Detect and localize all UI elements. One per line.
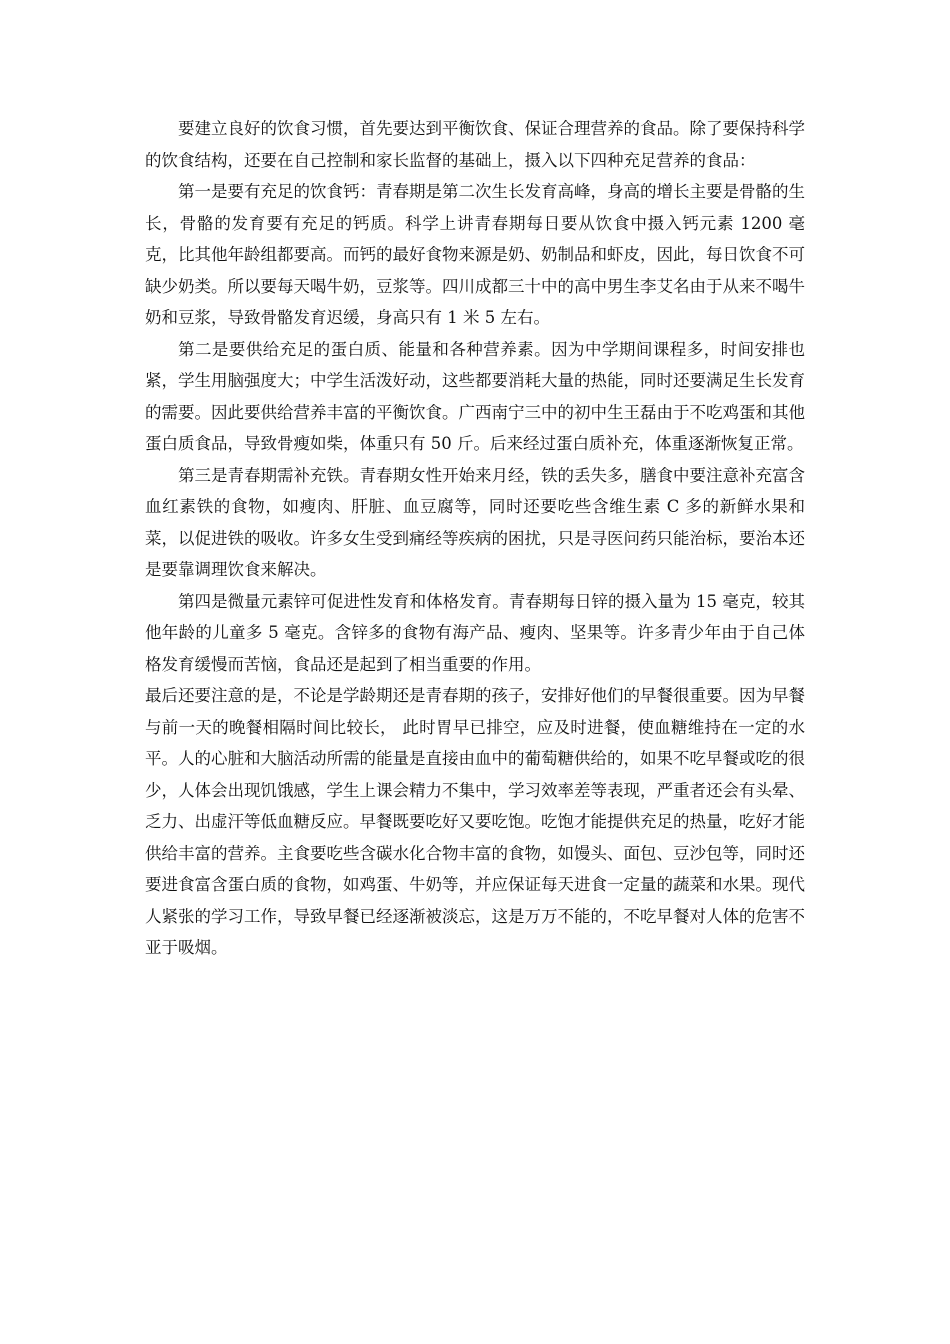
paragraph-breakfast: 最后还要注意的是，不论是学龄期还是青春期的孩子，安排好他们的早餐很重要。因为早餐与前一天的晚餐相隔时间比较长， 此时胃早已排空，应及时进餐，使血糖维持在一定的水平。人的心脏和大脑活动所需的能量是直接由血中的葡萄糖供给的，如果不吃早餐或吃的很少，人体会出现饥饿感，学生上课会精力不集中，学习效率差等表现，严重者还会有头晕、乏力、出虚汗等低血糖反应。早餐既要吃好又要吃饱。吃饱才能提供充足的热量，吃好才能供给丰富的营养。主食要吃些含碳水化合物丰富的食物，如馒头、面包、豆沙包等，同时还要进食富含蛋白质的食物，如鸡蛋、牛奶等，并应保证每天进食一定量的蔬菜和水果。现代人紧张的学习工作，导致早餐已经逐渐被淡忘，这是万万不能的，不吃早餐对人体的危害不亚于吸烟。 <box>145 686 805 957</box>
paragraph-zinc: 第四是微量元素锌可促进性发育和体格发育。青春期每日锌的摄入量为 15 毫克，较其他年龄的儿童多 5 毫克。含锌多的食物有海产品、瘦肉、坚果等。许多青少年由于自己体格发育缓慢而苦恼，食品还是起到了相当重要的作用。 <box>145 591 805 674</box>
paragraph-protein: 第二是要供给充足的蛋白质、能量和各种营养素。因为中学期间课程多，时间安排也紧，学生用脑强度大；中学生活泼好动，这些都要消耗大量的热能，同时还要满足生长发育的需要。因此要供给营养丰富的平衡饮食。广西南宁三中的初中生王磊由于不吃鸡蛋和其他蛋白质食品，导致骨瘦如柴，体重只有 50 斤。后来经过蛋白质补充，体重逐渐恢复正常。 <box>145 339 805 453</box>
paragraph-iron: 第三是青春期需补充铁。青春期女性开始来月经，铁的丢失多，膳食中要注意补充富含血红素铁的食物，如瘦肉、肝脏、血豆腐等，同时还要吃些含维生素 C 多的新鲜水果和菜，以促进铁的吸收。许多女生受到痛经等疾病的困扰，只是寻医问药只能治标，要治本还是要靠调理饮食来解决。 <box>145 465 805 579</box>
paragraph-calcium: 第一是要有充足的饮食钙：青春期是第二次生长发育高峰，身高的增长主要是骨骼的生长，骨骼的发育要有充足的钙质。科学上讲青春期每日要从饮食中摄入钙元素 1200 毫克，比其他年龄组都要高。而钙的最好食物来源是奶、奶制品和虾皮，因此，每日饮食不可缺少奶类。所以要每天喝牛奶，豆浆等。四川成都三十中的高中男生李艾名由于从来不喝牛奶和豆浆，导致骨骼发育迟缓，身高只有 1 米 5 左右。 <box>145 182 805 327</box>
document-body <box>145 113 805 964</box>
paragraph-intro: 要建立良好的饮食习惯，首先要达到平衡饮食、保证合理营养的食品。除了要保持科学的饮食结构，还要在自己控制和家长监督的基础上，摄入以下四种充足营养的食品： <box>145 119 805 170</box>
